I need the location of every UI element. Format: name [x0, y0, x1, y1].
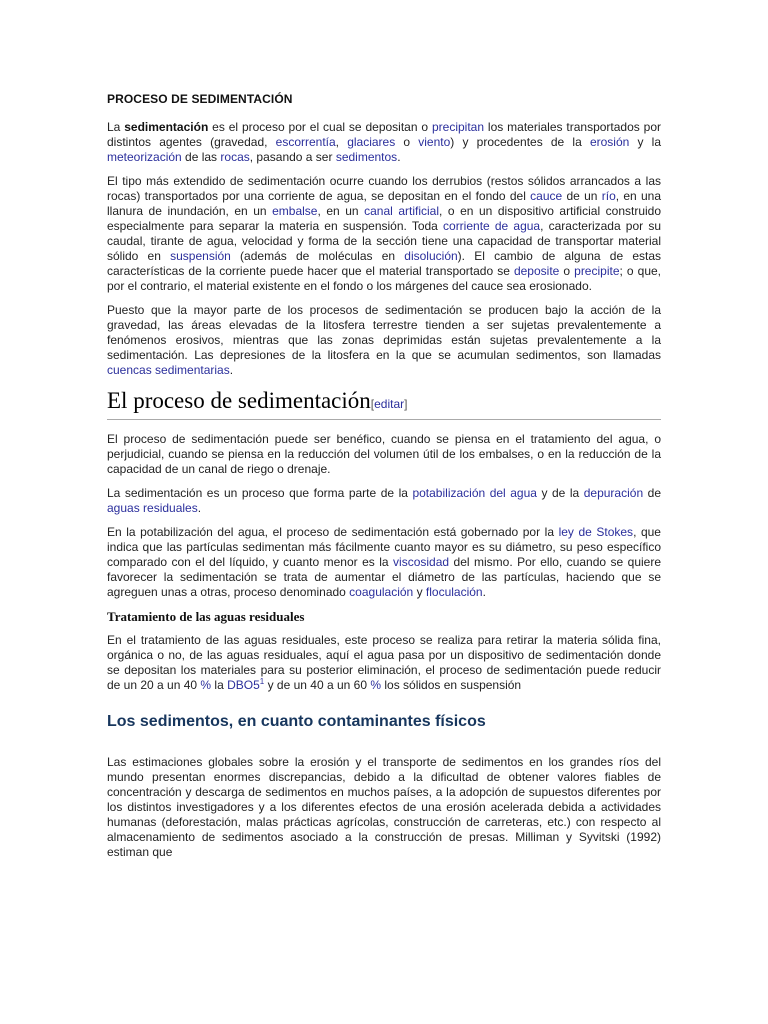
link-cuencas-sedimentarias[interactable]: cuencas sedimentarias: [107, 363, 230, 377]
section-heading-contaminantes: Los sedimentos, en cuanto contaminantes físicos: [107, 713, 486, 730]
link-ley-de-stokes[interactable]: ley de Stokes: [558, 525, 634, 539]
link-rocas[interactable]: rocas: [220, 150, 250, 164]
text-run: , o en un dispositivo artificial construido especialmente para separar la materia en suspensión. Toda: [107, 204, 662, 233]
section-heading-text: El proceso de sedimentación: [107, 388, 371, 413]
link-corriente-de-agua[interactable]: corriente de agua: [443, 219, 541, 233]
text-run: .: [397, 150, 401, 164]
link-glaciares[interactable]: glaciares: [347, 135, 396, 149]
text-run: de: [643, 486, 661, 500]
text-run: , que indica que las partículas sedimentan más fácilmente cuanto mayor es su diámetro, su peso específico comparado con el del líquido, y cuanto menor es la: [107, 525, 661, 569]
text-run: , en una llanura de inundación, en un: [107, 189, 662, 218]
text-run: del mismo. Por ello, cuando se quiere favorecer la sedimentación se trata de aumentar el diámetro de las partículas, haciendo que se agreguen unas a otras, proceso denominado: [107, 555, 662, 599]
text-run: .: [197, 501, 202, 515]
text-run: ). El cambio de alguna de estas características de la corriente puede hacer que el material transportado se: [107, 249, 662, 278]
text-run: ; o que, por el contrario, el material existente en el fondo o los márgenes del cauce sea erosionado.: [107, 264, 661, 293]
link-embalse[interactable]: embalse: [272, 204, 318, 218]
text-run: los sólidos en suspensión: [381, 678, 522, 692]
link-floculacion[interactable]: floculación: [425, 585, 483, 599]
paragraph-gravedad: [107, 303, 661, 378]
link-viento[interactable]: viento: [418, 135, 451, 149]
text-run: o: [395, 135, 419, 149]
text-run: y: [413, 585, 426, 599]
text-run: y de un 40 a un 60: [264, 678, 371, 692]
edit-bracket-close: ]: [404, 397, 408, 411]
paragraph-benefico: El proceso de sedimentación puede ser benéfico, cuando se piensa en el tratamiento del agua, o perjudicial, cuando se piensa en la reducción del volumen útil de los embalses, o en la reducción de la capacidad de un canal de riego o drenaje.: [107, 432, 661, 476]
text-run: y de la: [536, 486, 584, 500]
link-precipite[interactable]: precipite: [574, 264, 620, 278]
link-meteorizacion[interactable]: meteorización: [107, 150, 182, 164]
text-run: .: [229, 363, 234, 377]
link-aguas-residuales[interactable]: aguas residuales: [107, 501, 198, 515]
paragraph-tratamiento: [107, 633, 661, 693]
text-run: los materiales transportados por distintos agentes (gravedad,: [107, 120, 662, 149]
text-run: de un: [562, 189, 602, 203]
link-percent[interactable]: %: [370, 678, 382, 692]
text-run: y la: [629, 135, 661, 149]
edit-link[interactable]: editar: [374, 397, 405, 411]
section-heading-proceso: [107, 387, 661, 420]
link-erosion[interactable]: erosión: [589, 135, 630, 149]
text-run: ) y procedentes de la: [450, 135, 590, 149]
text-run: , caracterizada por su caudal, tirante de agua, velocidad y forma de la sección tiene una capacidad de transportar material sólido en: [107, 219, 661, 263]
text-run: La: [107, 120, 125, 134]
link-escorrentia[interactable]: escorrentía: [275, 135, 336, 149]
text-run: El tipo más extendido de sedimentación ocurre cuando los derrubios (restos sólidos arrancados a las rocas) transportados por una corriente de agua, se depositan en el fondo del: [107, 174, 661, 203]
link-precipitan[interactable]: precipitan: [432, 120, 485, 134]
subsection-heading-tratamiento: Tratamiento de las aguas residuales: [107, 609, 305, 624]
link-viscosidad[interactable]: viscosidad: [393, 555, 450, 569]
term-sedimentacion: sedimentación: [124, 120, 209, 134]
footnote-ref[interactable]: 1: [259, 677, 265, 686]
document-body: [107, 92, 661, 869]
text-run: (además de moléculas en: [230, 249, 405, 263]
link-disolucion[interactable]: disolución: [404, 249, 458, 263]
text-run: ,: [335, 135, 348, 149]
document-title: PROCESO DE SEDIMENTACIÓN: [107, 92, 293, 106]
text-run: la: [211, 678, 228, 692]
link-deposite[interactable]: deposite: [513, 264, 560, 278]
edit-bracket-open: [: [370, 397, 375, 411]
link-rio[interactable]: río: [601, 189, 616, 203]
text-run: de las: [181, 150, 221, 164]
link-canal-artificial[interactable]: canal artificial: [364, 204, 440, 218]
text-run: La sedimentación es un proceso que forma parte de la: [107, 486, 413, 500]
link-suspension[interactable]: suspensión: [170, 249, 231, 263]
text-run: En la potabilización del agua, el proceso de sedimentación está gobernado por la: [107, 525, 559, 539]
text-run: , en un: [317, 204, 365, 218]
paragraph-intro: [107, 120, 661, 165]
paragraph-potabilizacion: [107, 486, 661, 516]
paragraph-stokes: [107, 525, 661, 600]
link-potabilizacion-del-agua[interactable]: potabilización del agua: [412, 486, 537, 500]
text-run: Puesto que la mayor parte de los procesos de sedimentación se producen bajo la acción de la gravedad, las áreas elevadas de la litosfera terrestre tienden a ser sujetas prevalentemente a fenómenos erosivos, mientras que las zonas deprimidas están sujetas prevalentemente a la sedimentación. Las depresiones de la litosfera en la que se acumulan sedimentos, son llamadas: [107, 303, 661, 362]
text-run: , pasando a ser: [249, 150, 336, 164]
link-cauce[interactable]: cauce: [530, 189, 563, 203]
text-run: o: [559, 264, 575, 278]
link-percent[interactable]: %: [200, 678, 212, 692]
link-coagulacion[interactable]: coagulación: [349, 585, 414, 599]
text-run: En el tratamiento de las aguas residuales, este proceso se realiza para retirar la materia sólida fina, orgánica o no, de las aguas residuales, aquí el agua pasa por un dispositivo de sedimentación donde se depositan los materiales para su posterior eliminación, el proceso de sedimentación puede reducir de un 20 a un 40: [107, 633, 661, 692]
paragraph-estimaciones: Las estimaciones globales sobre la erosión y el transporte de sedimentos en los grandes ríos del mundo presentan enormes discrepancias, debido a la dificultad de obtener valores fiables de concentración y descarga de sedimentos en muchos países, a la adopción de supuestos diferentes por los distintos investigadores y a los diferentes efectos de una erosión acelerada debida a actividades humanas (deforestación, malas prácticas agrícolas, construcción de carreteras, etc.) con respecto al almacenamiento de sedimentos asociado a la construcción de presas. Milliman y Syvitski (1992) estiman que: [107, 755, 661, 859]
link-depuracion[interactable]: depuración: [583, 486, 644, 500]
link-dbo5[interactable]: DBO5: [227, 678, 260, 692]
text-run: .: [482, 585, 486, 599]
paragraph-derrubios: [107, 174, 661, 294]
text-run: es el proceso por el cual se depositan o: [208, 120, 432, 134]
link-sedimentos[interactable]: sedimentos: [335, 150, 398, 164]
